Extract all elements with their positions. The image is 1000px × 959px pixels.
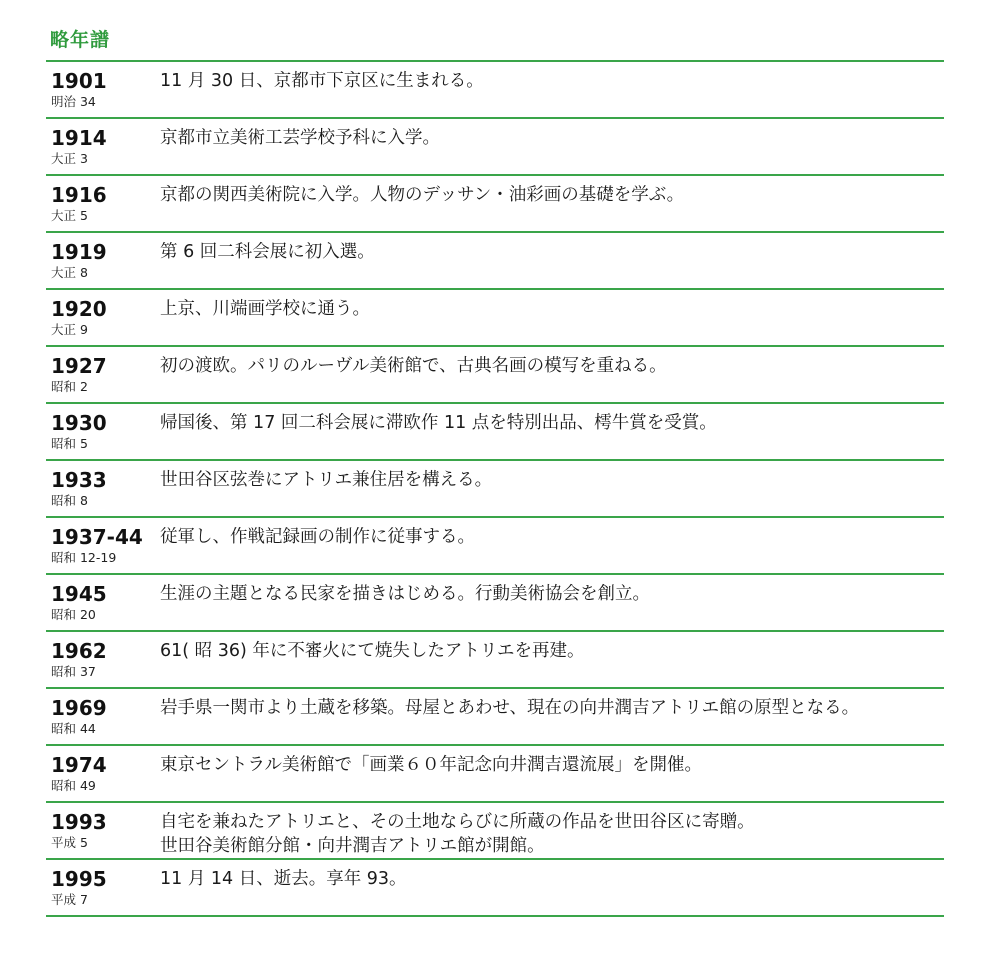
year-label: 1930: [51, 411, 107, 435]
era-label: 昭和 20: [51, 607, 96, 622]
era-label: 昭和 37: [51, 664, 96, 679]
event-text: [160, 240, 375, 264]
event-line: 11 月 14 日、逝去。享年 93。: [160, 869, 407, 889]
event-text: [160, 696, 859, 720]
timeline-row: [46, 404, 944, 461]
era-label: 平成 7: [51, 892, 88, 907]
page-title: 略年譜: [50, 29, 111, 51]
event-text: [160, 867, 407, 891]
era-label: 昭和 12-19: [51, 550, 117, 565]
year-label: 1969: [51, 696, 107, 720]
timeline-row: [46, 746, 944, 803]
year-label: 1919: [51, 240, 107, 264]
timeline-row: [46, 119, 944, 176]
event-line: 京都市立美術工芸学校予科に入学。: [160, 128, 440, 148]
timeline-row: [46, 575, 944, 632]
event-line: 61( 昭 36) 年に不審火にて焼失したアトリエを再建。: [160, 641, 585, 661]
era-label: 大正 9: [51, 322, 88, 337]
event-text: [160, 126, 440, 150]
era-label: 昭和 2: [51, 379, 88, 394]
year-label: 1993: [51, 810, 107, 834]
year-label: 1933: [51, 468, 107, 492]
event-line: 11 月 30 日、京都市下京区に生まれる。: [160, 71, 484, 91]
year-label: 1914: [51, 126, 107, 150]
year-label: 1920: [51, 297, 107, 321]
event-text: [160, 69, 484, 93]
event-line: 世田谷美術館分館・向井潤吉アトリエ館が開館。: [160, 836, 545, 856]
year-label: 1974: [51, 753, 107, 777]
timeline-row: [46, 62, 944, 119]
event-line: 世田谷区弦巻にアトリエ兼住居を構える。: [160, 470, 493, 490]
year-label: 1937-44: [51, 525, 143, 549]
year-label: 1927: [51, 354, 107, 378]
era-label: 大正 5: [51, 208, 88, 223]
chronology-table: [46, 60, 944, 917]
event-line: 自宅を兼ねたアトリエと、その土地ならびに所蔵の作品を世田谷区に寄贈。: [160, 812, 755, 832]
era-label: 昭和 8: [51, 493, 88, 508]
event-line: 初の渡欧。パリのルーヴル美術館で、古典名画の模写を重ねる。: [160, 356, 667, 376]
timeline-row: [46, 290, 944, 347]
event-text: [160, 582, 650, 606]
year-label: 1945: [51, 582, 107, 606]
year-label: 1901: [51, 69, 107, 93]
event-line: 岩手県一関市より土蔵を移築。母屋とあわせ、現在の向井潤吉アトリエ館の原型となる。: [160, 698, 860, 718]
event-line: 第 6 回二科会展に初入選。: [160, 242, 375, 262]
timeline-row: [46, 518, 944, 575]
era-label: 平成 5: [51, 835, 88, 850]
timeline-row: [46, 803, 944, 860]
event-line: 生涯の主題となる民家を描きはじめる。行動美術協会を創立。: [160, 584, 650, 604]
event-text: [160, 411, 717, 435]
event-line: 京都の関西美術院に入学。人物のデッサン・油彩画の基礎を学ぶ。: [160, 185, 685, 205]
event-line: 上京、川端画学校に通う。: [160, 299, 370, 319]
timeline-row: [46, 347, 944, 404]
era-label: 大正 8: [51, 265, 88, 280]
timeline-row: [46, 689, 944, 746]
timeline-row: [46, 461, 944, 518]
year-label: 1995: [51, 867, 107, 891]
timeline-row: [46, 860, 944, 917]
year-label: 1916: [51, 183, 107, 207]
timeline-row: [46, 632, 944, 689]
timeline-row: [46, 233, 944, 290]
era-label: 昭和 44: [51, 721, 96, 736]
era-label: 大正 3: [51, 151, 88, 166]
event-text: [160, 297, 370, 321]
event-text: [160, 810, 755, 858]
timeline-row: [46, 176, 944, 233]
event-text: [160, 525, 475, 549]
event-line: 帰国後、第 17 回二科会展に滞欧作 11 点を特別出品、樗牛賞を受賞。: [160, 413, 717, 433]
era-label: 昭和 49: [51, 778, 96, 793]
event-line: 東京セントラル美術館で「画業６０年記念向井潤吉還流展」を開催。: [160, 755, 702, 775]
era-label: 昭和 5: [51, 436, 88, 451]
event-line: 従軍し、作戦記録画の制作に従事する。: [160, 527, 475, 547]
event-text: [160, 354, 667, 378]
event-text: [160, 753, 702, 777]
era-label: 明治 34: [51, 94, 96, 109]
event-text: [160, 468, 492, 492]
year-label: 1962: [51, 639, 107, 663]
event-text: [160, 639, 585, 663]
event-text: [160, 183, 684, 207]
